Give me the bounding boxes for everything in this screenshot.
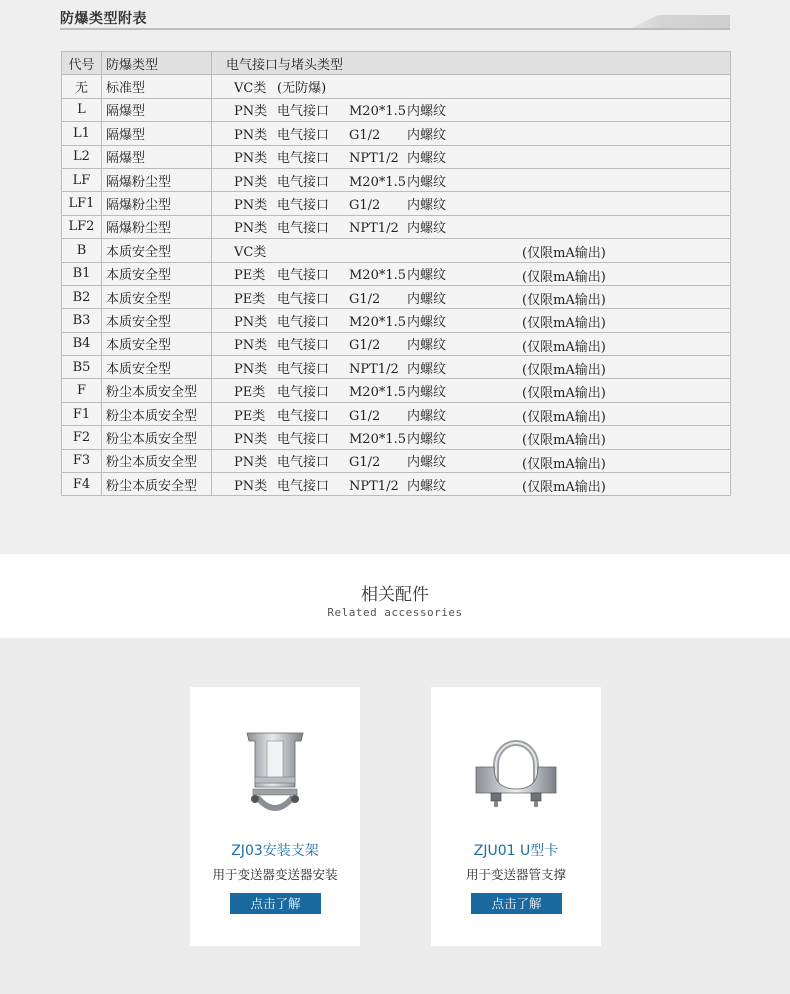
- row-code: LF: [62, 168, 102, 191]
- port-kind: 内螺纹: [407, 478, 447, 494]
- related-subtitle: Related accessories: [327, 606, 463, 619]
- row-type: 隔爆粉尘型: [102, 215, 212, 238]
- table-row: [62, 239, 731, 262]
- row-port: [212, 379, 731, 402]
- row-type: 粉尘本质安全型: [102, 402, 212, 425]
- port-kind: 内螺纹: [407, 338, 447, 354]
- table-row: [62, 426, 731, 449]
- row-code: B5: [62, 356, 102, 379]
- row-type: 隔爆型: [102, 122, 212, 145]
- port-kind: 内螺纹: [407, 385, 447, 401]
- port-thread: M20*1.5: [349, 431, 407, 447]
- row-type: 本质安全型: [102, 285, 212, 308]
- section-title: 防爆类型附表: [60, 11, 147, 27]
- table-row: [62, 449, 731, 472]
- port-label: 电气接口: [277, 174, 330, 190]
- row-port: [212, 75, 731, 98]
- explosion-proof-table: [61, 51, 731, 496]
- row-code: F2: [62, 426, 102, 449]
- port-kind: 内螺纹: [407, 198, 447, 214]
- row-code: B: [62, 239, 102, 262]
- port-note: (仅限mA输出): [522, 433, 606, 449]
- port-label: 电气接口: [277, 338, 330, 354]
- port-kind: 内螺纹: [407, 408, 447, 424]
- port-kind: 内螺纹: [407, 151, 447, 167]
- table-row: [62, 309, 731, 332]
- port-class: PN类: [234, 338, 268, 354]
- port-thread: NPT1/2: [349, 478, 399, 494]
- related-accessories-band: [0, 554, 790, 638]
- row-type: 粉尘本质安全型: [102, 473, 212, 496]
- port-label: 电气接口: [277, 104, 330, 120]
- port-label: 电气接口: [277, 291, 330, 307]
- row-port: [212, 449, 731, 472]
- product-desc: 用于变送器管支撑: [465, 867, 566, 882]
- row-code: F4: [62, 473, 102, 496]
- row-type: 本质安全型: [102, 309, 212, 332]
- table-row: [62, 262, 731, 285]
- port-class: PN类: [234, 104, 268, 120]
- row-type: 本质安全型: [102, 239, 212, 262]
- row-type: 粉尘本质安全型: [102, 449, 212, 472]
- port-class: PN类: [234, 455, 268, 471]
- port-class: PN类: [234, 431, 268, 447]
- related-title: 相关配件: [361, 585, 429, 605]
- port-kind: 内螺纹: [407, 104, 447, 120]
- header-type: 防爆类型: [102, 52, 212, 75]
- port-note: (仅限mA输出): [522, 409, 606, 425]
- table-row: [62, 168, 731, 191]
- row-code: B1: [62, 262, 102, 285]
- port-class: PN类: [234, 221, 268, 237]
- port-note: (仅限mA输出): [522, 386, 606, 402]
- port-label: 电气接口: [277, 408, 330, 424]
- table-row: [62, 75, 731, 98]
- product-name: ZJU01 U型卡: [473, 843, 559, 859]
- table-header-row: [62, 52, 731, 75]
- row-port: [212, 168, 731, 191]
- port-note: (仅限mA输出): [522, 316, 606, 332]
- row-port: [212, 145, 731, 168]
- port-class: PN类: [234, 478, 268, 494]
- row-type: 粉尘本质安全型: [102, 426, 212, 449]
- row-type: 本质安全型: [102, 356, 212, 379]
- port-kind: 内螺纹: [407, 268, 447, 284]
- port-thread: M20*1.5: [349, 314, 407, 330]
- row-port: [212, 239, 731, 262]
- port-class: PN类: [234, 198, 268, 214]
- port-label: 电气接口: [277, 221, 330, 237]
- port-kind: 内螺纹: [407, 221, 447, 237]
- port-label: 电气接口: [277, 478, 330, 494]
- row-port: [212, 332, 731, 355]
- port-class: PN类: [234, 127, 268, 143]
- row-type: 隔爆粉尘型: [102, 192, 212, 215]
- port-class: PN类: [234, 361, 268, 377]
- row-code: B3: [62, 309, 102, 332]
- product-card-zju01[interactable]: [431, 687, 601, 946]
- table-row: [62, 145, 731, 168]
- product-card-zj03[interactable]: [190, 687, 360, 946]
- table-row: [62, 215, 731, 238]
- port-note: (仅限mA输出): [522, 339, 606, 355]
- section-header: [60, 6, 730, 32]
- port-label: 电气接口: [277, 268, 330, 284]
- product-desc: 用于变送器变送器安装: [212, 867, 338, 882]
- port-note: (仅限mA输出): [522, 456, 606, 472]
- port-kind: 内螺纹: [407, 361, 447, 377]
- port-class: PN类: [234, 174, 268, 190]
- product-name: ZJ03安装支架: [231, 843, 319, 859]
- row-port: [212, 473, 731, 496]
- port-kind: 内螺纹: [407, 314, 447, 330]
- row-code: LF2: [62, 215, 102, 238]
- row-type: 本质安全型: [102, 262, 212, 285]
- port-class: PE类: [234, 291, 266, 307]
- port-thread: G1/2: [349, 127, 381, 143]
- learn-more-button[interactable]: 点击了解: [230, 893, 321, 914]
- port-thread: M20*1.5: [349, 104, 407, 120]
- port-class: PE类: [234, 268, 266, 284]
- port-note: (仅限mA输出): [522, 480, 606, 496]
- port-note: (仅限mA输出): [522, 246, 606, 262]
- port-label: 电气接口: [277, 455, 330, 471]
- port-note: (仅限mA输出): [522, 292, 606, 308]
- row-code: F3: [62, 449, 102, 472]
- row-type: 隔爆型: [102, 98, 212, 121]
- table-row: [62, 379, 731, 402]
- header-underline: [60, 28, 730, 30]
- port-label: 电气接口: [277, 314, 330, 330]
- row-code: F1: [62, 402, 102, 425]
- port-label: 电气接口: [277, 361, 330, 377]
- table-row: [62, 122, 731, 145]
- header-decoration: [610, 15, 730, 28]
- table-row: [62, 98, 731, 121]
- port-label: 电气接口: [277, 385, 330, 401]
- port-label: (无防爆): [277, 81, 327, 97]
- port-thread: G1/2: [349, 338, 381, 354]
- learn-more-button[interactable]: 点击了解: [471, 893, 562, 914]
- row-port: [212, 309, 731, 332]
- row-port: [212, 285, 731, 308]
- port-note: (仅限mA输出): [522, 269, 606, 285]
- row-type: 本质安全型: [102, 332, 212, 355]
- row-port: [212, 122, 731, 145]
- port-thread: NPT1/2: [349, 361, 399, 377]
- row-code: 无: [62, 75, 102, 98]
- row-code: L2: [62, 145, 102, 168]
- port-thread: NPT1/2: [349, 151, 399, 167]
- port-kind: 内螺纹: [407, 455, 447, 471]
- row-port: [212, 356, 731, 379]
- port-class: VC类: [234, 81, 267, 97]
- port-thread: M20*1.5: [349, 268, 407, 284]
- table-row: [62, 192, 731, 215]
- row-type: 隔爆型: [102, 145, 212, 168]
- table-row: [62, 332, 731, 355]
- port-label: 电气接口: [277, 127, 330, 143]
- port-thread: G1/2: [349, 198, 381, 214]
- port-kind: 内螺纹: [407, 174, 447, 190]
- port-class: PN类: [234, 314, 268, 330]
- row-type: 隔爆粉尘型: [102, 168, 212, 191]
- port-label: 电气接口: [277, 151, 330, 167]
- row-code: LF1: [62, 192, 102, 215]
- row-code: L1: [62, 122, 102, 145]
- row-code: B4: [62, 332, 102, 355]
- row-type: 粉尘本质安全型: [102, 379, 212, 402]
- port-note: (仅限mA输出): [522, 363, 606, 379]
- row-port: [212, 262, 731, 285]
- port-label: 电气接口: [277, 198, 330, 214]
- row-port: [212, 426, 731, 449]
- port-class: PE类: [234, 408, 266, 424]
- header-port: 电气接口与堵头类型: [212, 52, 731, 75]
- port-thread: G1/2: [349, 408, 381, 424]
- row-code: B2: [62, 285, 102, 308]
- table-row: [62, 285, 731, 308]
- port-class: PE类: [234, 385, 266, 401]
- port-thread: NPT1/2: [349, 221, 399, 237]
- port-thread: G1/2: [349, 455, 381, 471]
- header-code: 代号: [62, 52, 102, 75]
- bracket-icon: [225, 727, 325, 822]
- table-row: [62, 402, 731, 425]
- u-clamp-icon: [466, 727, 566, 822]
- port-kind: 内螺纹: [407, 291, 447, 307]
- port-kind: 内螺纹: [407, 127, 447, 143]
- table-row: [62, 473, 731, 496]
- port-thread: M20*1.5: [349, 174, 407, 190]
- row-code: L: [62, 98, 102, 121]
- row-port: [212, 98, 731, 121]
- port-kind: 内螺纹: [407, 431, 447, 447]
- port-label: 电气接口: [277, 431, 330, 447]
- row-port: [212, 402, 731, 425]
- port-class: PN类: [234, 151, 268, 167]
- table-row: [62, 356, 731, 379]
- row-type: 标准型: [102, 75, 212, 98]
- port-thread: M20*1.5: [349, 385, 407, 401]
- row-code: F: [62, 379, 102, 402]
- port-thread: G1/2: [349, 291, 381, 307]
- row-port: [212, 215, 731, 238]
- row-port: [212, 192, 731, 215]
- port-class: VC类: [234, 244, 267, 260]
